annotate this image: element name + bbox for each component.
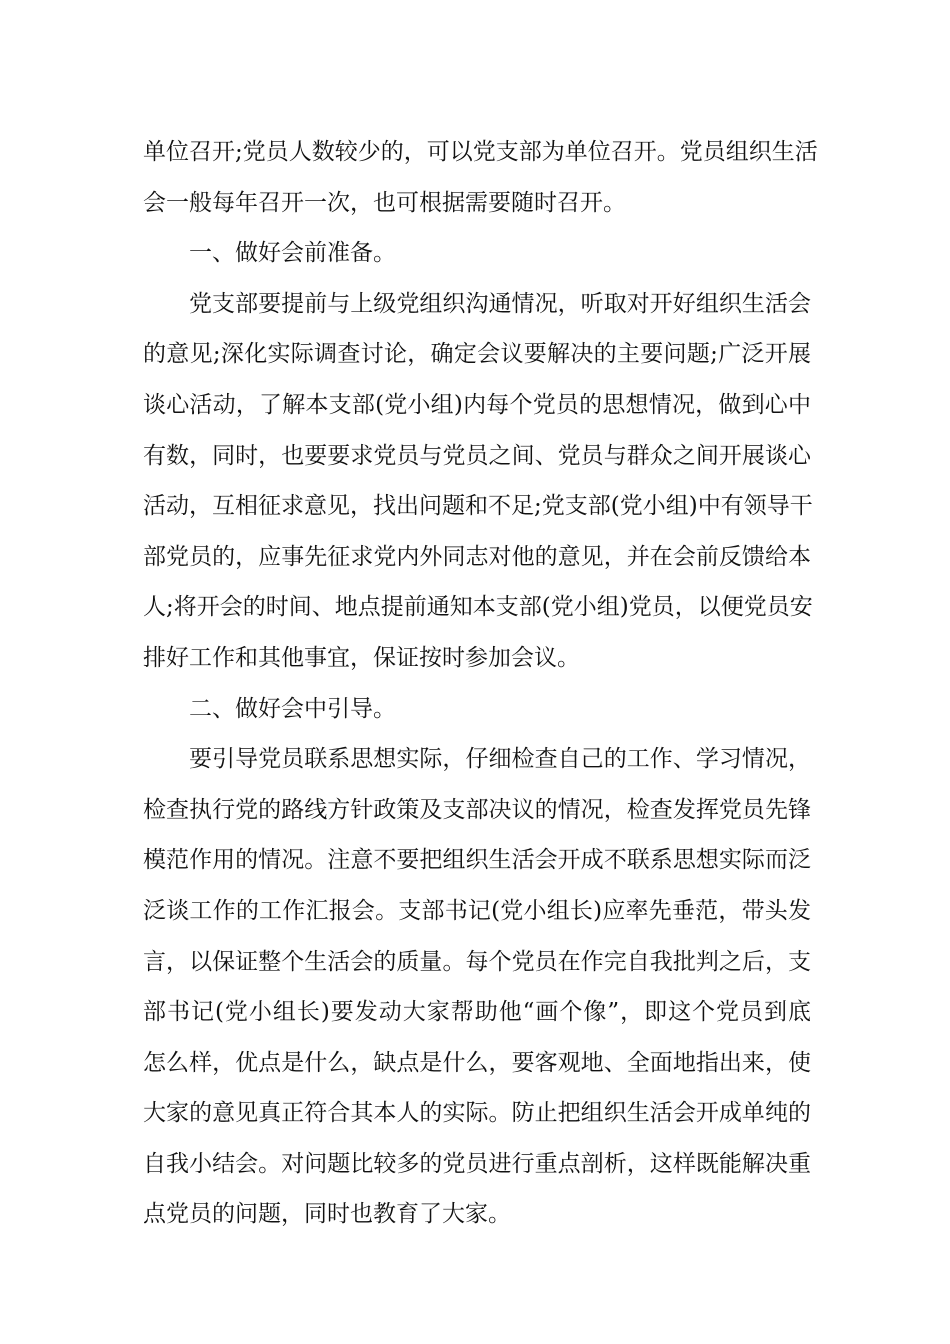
text-line: 泛谈工作的工作汇报会。支部书记(党小组长)应率先垂范，带头发 [143, 897, 811, 924]
text-line: 点党员的问题，同时也教育了大家。 [143, 1201, 511, 1228]
text-line: 自我小结会。对问题比较多的党员进行重点剖析，这样既能解决重 [143, 1150, 811, 1177]
text-line: 部党员的，应事先征求党内外同志对他的意见，并在会前反馈给本 [143, 543, 811, 570]
text-line: 言，以保证整个生活会的质量。每个党员在作完自我批判之后，支 [143, 948, 811, 975]
text-line: 有数，同时，也要要求党员与党员之间、党员与群众之间开展谈心 [143, 442, 811, 469]
text-line: 排好工作和其他事宜，保证按时参加会议。 [143, 644, 580, 671]
text-line: 模范作用的情况。注意不要把组织生活会开成不联系思想实际而泛 [143, 847, 811, 874]
text-line: 怎么样，优点是什么，缺点是什么，要客观地、全面地指出来，使 [143, 1049, 811, 1076]
document-body [143, 127, 818, 1240]
text-line: 部书记(党小组长)要发动大家帮助他“画个像”，即这个党员到底 [143, 999, 811, 1026]
text-line: 检查执行党的路线方针政策及支部决议的情况，检查发挥党员先锋 [143, 796, 811, 823]
text-line: 二、做好会中引导。 [189, 695, 396, 722]
text-line: 会一般每年召开一次，也可根据需要随时召开。 [143, 189, 626, 216]
text-line: 大家的意见真正符合其本人的实际。防止把组织生活会开成单纯的 [143, 1100, 811, 1127]
text-line: 的意见;深化实际调查讨论，确定会议要解决的主要问题;广泛开展 [143, 341, 811, 368]
text-line: 人;将开会的时间、地点提前通知本支部(党小组)党员，以便党员安 [143, 594, 813, 621]
text-line: 要引导党员联系思想实际，仔细检查自己的工作、学习情况， [189, 746, 811, 773]
text-line: 党支部要提前与上级党组织沟通情况，听取对开好组织生活会 [189, 290, 811, 317]
text-line: 谈心活动，了解本支部(党小组)内每个党员的思想情况，做到心中 [143, 391, 811, 418]
text-line: 单位召开;党员人数较少的，可以党支部为单位召开。党员组织生活 [143, 139, 818, 165]
text-line: 一、做好会前准备。 [189, 240, 396, 267]
text-line: 活动，互相征求意见，找出问题和不足;党支部(党小组)中有领导干 [143, 493, 813, 520]
